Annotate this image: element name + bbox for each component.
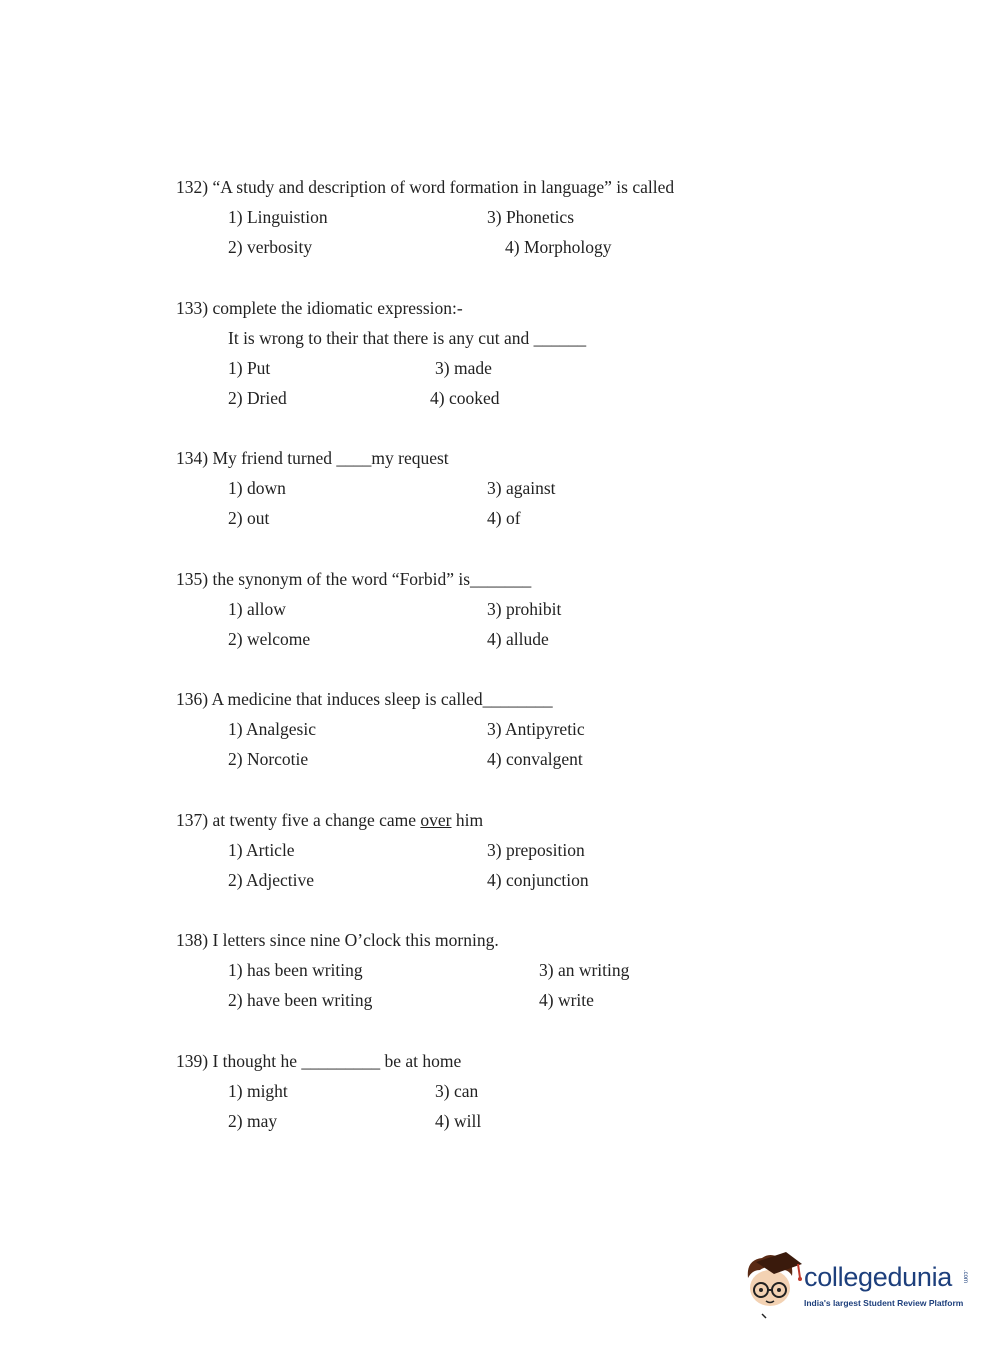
q132-option-1: 1) Linguistion bbox=[228, 207, 328, 227]
q133-option-3: 3) made bbox=[435, 358, 492, 378]
q137-option-3: 3) preposition bbox=[487, 840, 585, 860]
q136-option-4: 4) convalgent bbox=[487, 749, 583, 769]
q137-option-4: 4) conjunction bbox=[487, 870, 589, 890]
q137-option-1: 1) Article bbox=[228, 840, 295, 860]
q137-option-2: 2) Adjective bbox=[228, 870, 315, 890]
q134-option-2: 2) out bbox=[228, 508, 270, 528]
brand-name: collegedunia bbox=[804, 1262, 953, 1292]
q136-option-2: 2) Norcotie bbox=[228, 749, 309, 769]
q132-option-3: 3) Phonetics bbox=[487, 207, 575, 227]
question-132-stem: 132) “A study and description of word formation in language” is called bbox=[176, 177, 675, 197]
q133-option-2: 2) Dried bbox=[228, 388, 287, 408]
brand-domain: .com bbox=[962, 1270, 968, 1284]
question-139-stem: 139) I thought he _________ be at home bbox=[176, 1051, 462, 1071]
question-134-stem: 134) My friend turned ____my request bbox=[176, 448, 449, 468]
q134-option-3: 3) against bbox=[487, 478, 556, 498]
q137-stem-post: him bbox=[451, 810, 484, 830]
q139-option-2: 2) may bbox=[228, 1111, 278, 1131]
question-133-stem: 133) complete the idiomatic expression:- bbox=[176, 298, 463, 318]
question-137-stem bbox=[176, 810, 483, 830]
q133-option-1: 1) Put bbox=[228, 358, 271, 378]
student-mascot-icon bbox=[742, 1248, 804, 1320]
q138-option-1: 1) has been writing bbox=[228, 960, 363, 980]
q139-option-1: 1) might bbox=[228, 1081, 288, 1101]
q139-option-4: 4) will bbox=[435, 1111, 482, 1131]
q136-option-1: 1) Analgesic bbox=[228, 719, 316, 739]
q137-stem-pre: 137) at twenty five a change came bbox=[176, 810, 421, 830]
question-133-sentence: It is wrong to their that there is any cut and ______ bbox=[228, 328, 587, 348]
collegedunia-logo bbox=[742, 1248, 972, 1320]
q135-option-2: 2) welcome bbox=[228, 629, 311, 649]
q134-option-4: 4) of bbox=[487, 508, 521, 528]
q135-option-1: 1) allow bbox=[228, 599, 286, 619]
question-138-stem: 138) I letters since nine O’clock this morning. bbox=[176, 930, 499, 950]
q137-stem-underlined: over bbox=[420, 810, 452, 830]
q134-option-1: 1) down bbox=[228, 478, 286, 498]
q132-option-2: 2) verbosity bbox=[228, 237, 313, 257]
q135-option-3: 3) prohibit bbox=[487, 599, 562, 619]
q139-option-3: 3) can bbox=[435, 1081, 479, 1101]
q138-option-2: 2) have been writing bbox=[228, 990, 373, 1010]
brand-tagline: India's largest Student Review Platform bbox=[804, 1298, 964, 1308]
question-135-stem: 135) the synonym of the word “Forbid” is_______ bbox=[176, 569, 532, 589]
q136-option-3: 3) Antipyretic bbox=[487, 719, 585, 739]
q133-option-4: 4) cooked bbox=[430, 388, 500, 408]
q138-option-3: 3) an writing bbox=[539, 960, 630, 980]
q135-option-4: 4) allude bbox=[487, 629, 549, 649]
question-136-stem: 136) A medicine that induces sleep is called________ bbox=[176, 689, 553, 709]
q138-option-4: 4) write bbox=[539, 990, 594, 1010]
q132-option-4: 4) Morphology bbox=[505, 237, 612, 257]
